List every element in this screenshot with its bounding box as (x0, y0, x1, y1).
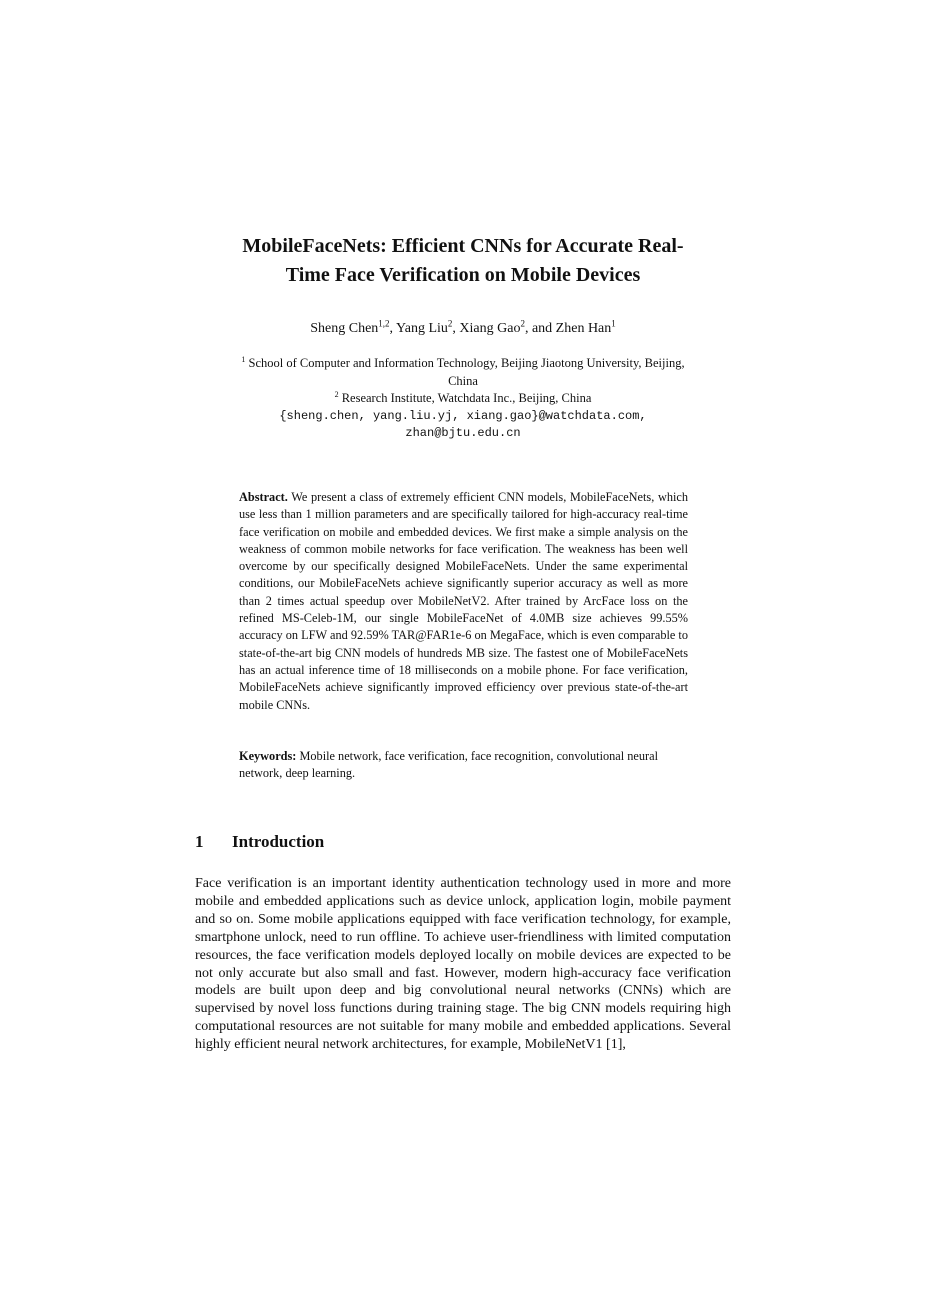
author-separator: , (389, 321, 397, 336)
paper-title-line-1: MobileFaceNets: Efficient CNNs for Accurate Real- (242, 235, 684, 257)
author-name: Zhen Han (555, 321, 612, 336)
author-separator: , (452, 321, 460, 336)
author-name: Sheng Chen (310, 321, 379, 336)
abstract-text: We present a class of extremely efficient CNN models, MobileFaceNets, which use less than 1 million parameters and are specifically tailored for high-accuracy real-time face verification on mobile and embedded devices. We first make a simple analysis on the weakness of common mobile networks for face verification. The weakness has been well overcome by our specifically designed MobileFaceNets. Under the same experimental conditions, our MobileFaceNets achieve significantly superior accuracy as well as more than 2 times actual speedup over MobileNetV2. After trained by ArcFace loss on the refined MS-Celeb-1M, our single MobileFaceNet of 4.0MB size achieves 99.55% accuracy on LFW and 92.59% TAR@FAR1e-6 on MegaFace, which is even comparable to state-of-the-art big CNN models of hundreds MB size. The fastest one of MobileFaceNets has an actual inference time of 18 milliseconds on a mobile phone. For face verification, MobileFaceNets achieve significantly improved efficiency over previous state-of-the-art mobile CNNs. (239, 490, 688, 712)
author-affiliation-mark: 1 (611, 318, 616, 329)
affiliation-2 (195, 390, 731, 408)
affiliation-mark: 1 (241, 354, 246, 364)
author-emails-line-2: zhan@bjtu.edu.cn (405, 426, 521, 440)
paper-title (195, 232, 731, 290)
author-affiliation-mark: 2 (447, 318, 453, 329)
abstract (239, 489, 688, 714)
keywords-text: Mobile network, face verification, face recognition, convolutional neural network, deep learning. (239, 749, 658, 781)
author-list (195, 320, 731, 338)
section-title: Introduction (232, 832, 325, 851)
affiliation-mark: 2 (334, 389, 339, 399)
section-heading (195, 831, 324, 853)
keywords (239, 748, 688, 783)
paper-title-line-2: Time Face Verification on Mobile Devices (285, 264, 641, 286)
affiliation-1-country: China (448, 373, 478, 388)
author-separator: , and (524, 321, 556, 336)
affiliation-2-text: Research Institute, Watchdata Inc., Beijing, China (338, 391, 592, 405)
author-affiliation-mark: 1,2 (378, 318, 390, 329)
affiliation-1 (195, 355, 731, 373)
affiliations (195, 355, 731, 443)
abstract-label: Abstract. (239, 490, 288, 504)
author-name: Xiang Gao (459, 321, 521, 336)
affiliation-1-text: School of Computer and Information Technology, Beijing Jiaotong University, Beijing, (245, 356, 685, 370)
author-name: Yang Liu (396, 321, 448, 336)
author-affiliation-mark: 2 (520, 318, 525, 329)
keywords-label: Keywords: (239, 749, 297, 763)
author-emails-line-1: {sheng.chen, yang.liu.yj, xiang.gao}@watchdata.com, (279, 408, 647, 423)
section-number: 1 (195, 832, 204, 851)
introduction-paragraph: Face verification is an important identity authentication technology used in more and more mobile and embedded applications such as device unlock, application login, mobile payment and so on. Some mobile applications equipped with face verification technology, for example, smartphone unlock, need to run offline. To achieve user-friendliness with limited computation resources, the face verification models deployed locally on mobile devices are expected to be not only accurate but also small and fast. However, modern high-accuracy face verification models are built upon deep and big convolutional neural networks (CNNs) which are supervised by novel loss functions during training stage. The big CNN models requiring high computational resources are not suitable for many mobile and embedded applications. Several highly efficient neural network architectures, for example, MobileNetV1 [1], (195, 876, 731, 1053)
